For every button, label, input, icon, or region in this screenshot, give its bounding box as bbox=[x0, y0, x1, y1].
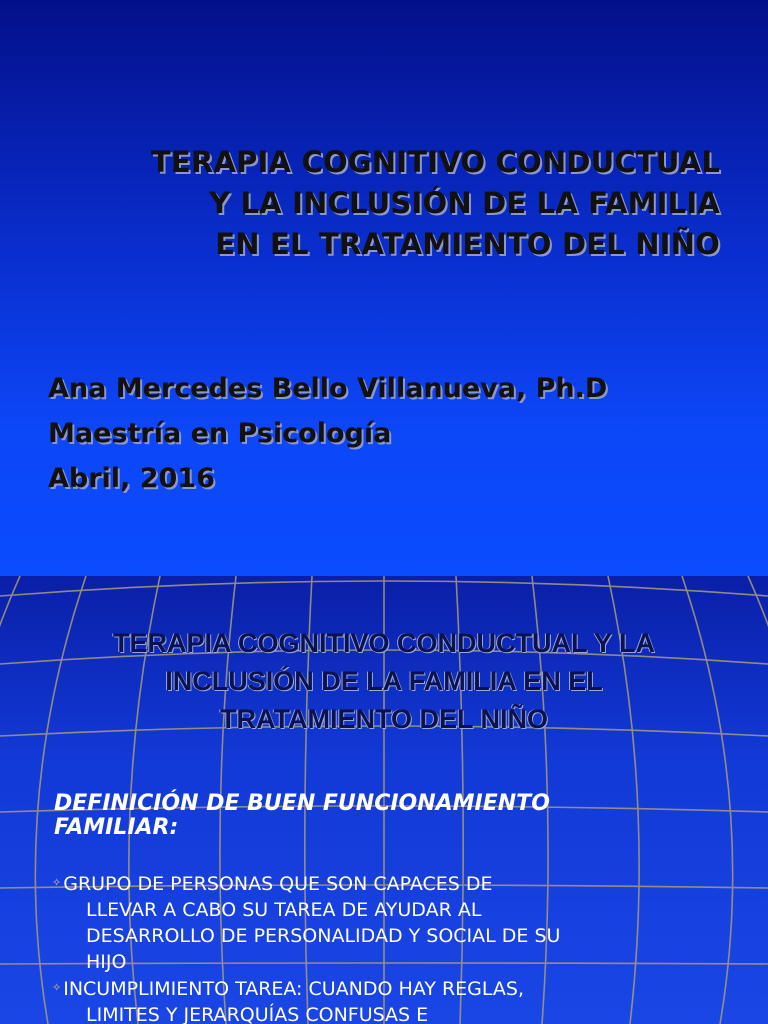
slide1-title-line: Y LA INCLUSIÓN DE LA FAMILIA bbox=[208, 186, 720, 220]
definition-heading-line: DEFINICIÓN DE BUEN FUNCIONAMIENTO bbox=[54, 791, 550, 816]
slide1-title bbox=[20, 142, 720, 265]
bullet-text: DESARROLLO DE PERSONALIDAD Y SOCIAL DE SU bbox=[86, 925, 561, 947]
slide1-title-line: TERAPIA COGNITIVO CONDUCTUAL bbox=[150, 145, 720, 179]
definition-heading-line: FAMILIAR: bbox=[54, 815, 179, 840]
slide2-title-line: INCLUSIÓN DE LA FAMILIA EN EL bbox=[165, 666, 603, 696]
bullet-text: INCUMPLIMIENTO TAREA: CUANDO HAY REGLAS, bbox=[63, 978, 525, 1000]
bullet-item bbox=[52, 975, 560, 1024]
bullet-list bbox=[52, 870, 560, 1024]
bullet-text: GRUPO DE PERSONAS QUE SON CAPACES DE bbox=[63, 873, 493, 895]
bullet-text: LLEVAR A CABO SU TAREA DE AYUDAR AL bbox=[86, 899, 482, 921]
bullet-text: HIJO bbox=[86, 951, 127, 973]
slide2-title-line: TERAPIA COGNITIVO CONDUCTUAL Y LA bbox=[112, 628, 656, 658]
author-line: Ana Mercedes Bello Villanueva, Ph.D bbox=[48, 373, 608, 404]
program-line: Maestría en Psicología bbox=[48, 418, 392, 449]
content-slide bbox=[0, 576, 768, 1024]
diamond-bullet-icon: ✧ bbox=[52, 876, 62, 889]
definition-heading bbox=[54, 792, 550, 840]
diamond-bullet-icon: ✧ bbox=[52, 981, 62, 994]
slide1-subtitle bbox=[48, 366, 607, 501]
slide2-title bbox=[40, 624, 728, 738]
bullet-text: LIMITES Y JERARQUÍAS CONFUSAS E bbox=[86, 1004, 429, 1024]
slide2-title-line: TRATAMIENTO DEL NIÑO bbox=[220, 704, 548, 734]
date-line: Abril, 2016 bbox=[48, 463, 215, 494]
slide1-title-line: EN EL TRATAMIENTO DEL NIÑO bbox=[215, 227, 720, 261]
bullet-item bbox=[52, 870, 560, 975]
